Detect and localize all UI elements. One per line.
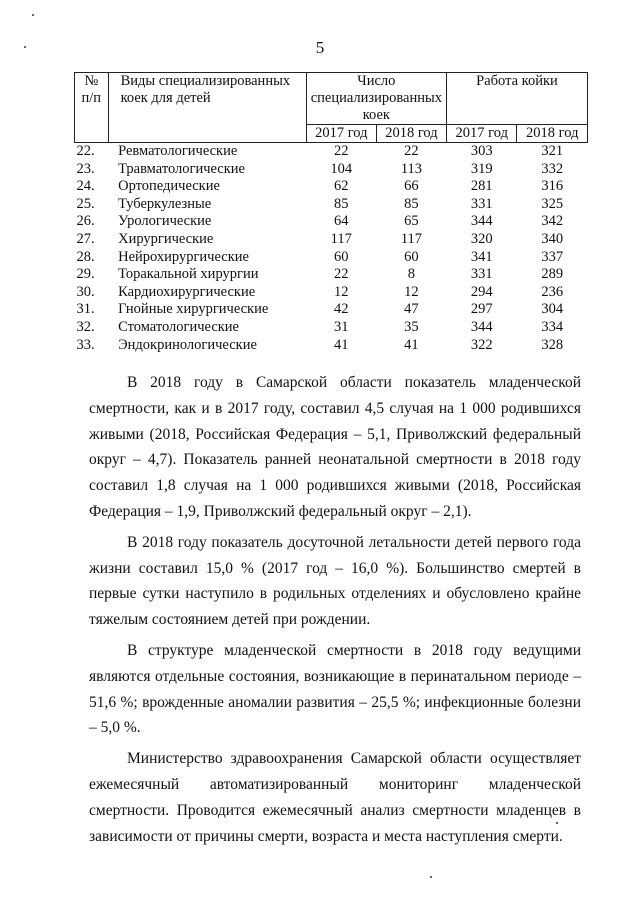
beds-2017-cell: 60 bbox=[334, 248, 349, 265]
paragraph: Министерство здравоохранения Самарской области осуществляет ежемесячный автоматизированный мониторинг младенческой смертности. Проводится ежемесячный анализ смертности младенцев в зависимости от причины смерти, возраста и места наступления смерти. bbox=[89, 750, 581, 845]
row-number-cell: 31. bbox=[76, 301, 95, 318]
work-2017-cell: 344 bbox=[470, 213, 493, 230]
table-body bbox=[75, 143, 588, 355]
row-number-cell: 29. bbox=[76, 266, 95, 283]
beds-2017-cell: 64 bbox=[334, 213, 349, 230]
row-number-cell: 30. bbox=[76, 283, 95, 300]
beds-2017-cell: 42 bbox=[334, 301, 349, 318]
work-2017-cell: 297 bbox=[470, 301, 493, 318]
work-2018-cell: 325 bbox=[541, 195, 564, 212]
bed-type-cell: Нейрохирургические bbox=[118, 248, 249, 265]
beds-2018-cell: 35 bbox=[404, 318, 419, 335]
beds-2017-cell: 104 bbox=[330, 160, 353, 177]
table-header-row bbox=[75, 73, 588, 125]
scan-speck bbox=[556, 822, 558, 824]
work-2018-cell: 332 bbox=[541, 160, 564, 177]
work-2017-cell: 281 bbox=[470, 178, 493, 195]
work-2018-cell: 334 bbox=[541, 318, 564, 335]
work-2017-cell: 303 bbox=[470, 143, 493, 159]
beds-2017-cell: 31 bbox=[334, 318, 349, 335]
bed-type-cell: Травматологические bbox=[118, 160, 245, 177]
row-number-cell: 26. bbox=[76, 213, 95, 230]
beds-2018-cell: 60 bbox=[404, 248, 419, 265]
row-number-cell: 28. bbox=[76, 248, 95, 265]
work-2018-cell: 342 bbox=[541, 213, 564, 230]
beds-2018-cell: 65 bbox=[404, 213, 419, 230]
beds-2018-cell: 8 bbox=[407, 266, 416, 283]
header-year: 2018 год bbox=[376, 125, 446, 143]
bed-type-cell: Туберкулезные bbox=[118, 195, 212, 212]
row-number-cell: 32. bbox=[76, 318, 95, 335]
beds-2018-cell: 22 bbox=[404, 143, 419, 159]
header-bed-work: Работа койки bbox=[447, 73, 588, 125]
header-bed-count: Число специализированных коек bbox=[306, 73, 446, 125]
beds-2018-cell: 117 bbox=[400, 230, 423, 247]
work-2017-cell: 319 bbox=[470, 160, 493, 177]
beds-table bbox=[74, 72, 588, 354]
paragraph: В 2018 году показатель досуточной летальности детей первого года жизни составил 15,0 % (2017 год – 16,0 %). Большинство смертей в первые сутки наступило в родильных отделениях и обусловлено крайне тяжелым состоянием детей при рождении. bbox=[89, 533, 581, 629]
header-num: № п/п bbox=[75, 73, 109, 143]
work-2017-cell: 344 bbox=[470, 318, 493, 335]
beds-2017-cell: 22 bbox=[334, 266, 349, 283]
bed-type-cell: Торакальной хирургии bbox=[118, 266, 259, 283]
beds-2017-cell: 12 bbox=[334, 283, 349, 300]
table-row bbox=[75, 266, 588, 284]
beds-2018-cell: 113 bbox=[400, 160, 423, 177]
bed-type-cell: Ортопедические bbox=[118, 178, 220, 195]
work-2018-cell: 337 bbox=[541, 248, 564, 265]
page-number: 5 bbox=[315, 38, 325, 57]
bed-type-cell: Хирургические bbox=[118, 230, 214, 247]
row-number-cell: 27. bbox=[76, 230, 95, 247]
header-year: 2017 год bbox=[306, 125, 376, 143]
beds-2018-cell: 47 bbox=[404, 301, 419, 318]
work-2018-cell: 289 bbox=[541, 266, 564, 283]
beds-2017-cell: 41 bbox=[334, 336, 349, 353]
work-2017-cell: 320 bbox=[470, 230, 493, 247]
scan-speck bbox=[430, 876, 432, 878]
work-2017-cell: 341 bbox=[470, 248, 493, 265]
header-year: 2018 год bbox=[517, 125, 588, 143]
row-number-cell: 23. bbox=[76, 160, 95, 177]
scan-speck bbox=[32, 14, 34, 16]
work-2018-cell: 304 bbox=[541, 301, 564, 318]
work-2018-cell: 316 bbox=[541, 178, 564, 195]
table-row bbox=[75, 319, 588, 337]
beds-2017-cell: 117 bbox=[330, 230, 352, 247]
table-row bbox=[75, 249, 588, 267]
beds-2017-cell: 85 bbox=[334, 195, 349, 212]
bed-type-cell: Гнойные хирургические bbox=[118, 301, 269, 318]
work-2017-cell: 322 bbox=[470, 336, 493, 353]
bed-type-cell: Стоматологические bbox=[118, 318, 239, 335]
work-2018-cell: 328 bbox=[541, 336, 564, 353]
beds-2018-cell: 85 bbox=[404, 195, 419, 212]
beds-2018-cell: 66 bbox=[404, 178, 419, 195]
work-2017-cell: 331 bbox=[470, 195, 493, 212]
table-row bbox=[75, 161, 588, 179]
table-row bbox=[75, 231, 588, 249]
beds-2017-cell: 22 bbox=[334, 143, 349, 159]
row-number-cell: 25. bbox=[76, 195, 95, 212]
table-row bbox=[75, 213, 588, 231]
work-2017-cell: 294 bbox=[470, 283, 493, 300]
table-row bbox=[75, 143, 588, 161]
work-2018-cell: 321 bbox=[541, 143, 564, 159]
table-row bbox=[75, 337, 588, 355]
paragraph: В структуре младенческой смертности в 2018 году ведущими являются отдельные состояния, возникающие в перинатальном периоде – 51,6 %; врожденные аномалии развития – 25,5 %; инфекционные болезни – 5,0 %. bbox=[89, 641, 581, 737]
work-2018-cell: 236 bbox=[541, 283, 564, 300]
beds-2017-cell: 62 bbox=[334, 178, 349, 195]
work-2018-cell: 340 bbox=[541, 230, 564, 247]
header-bed-type: Виды специализированных коек для детей bbox=[108, 73, 306, 143]
header-year: 2017 год bbox=[447, 125, 517, 143]
table-row bbox=[75, 284, 588, 302]
row-number-cell: 24. bbox=[76, 178, 95, 195]
row-number-cell: 33. bbox=[76, 336, 95, 353]
table-row bbox=[75, 301, 588, 319]
body-text bbox=[89, 370, 581, 854]
paragraph: В 2018 году в Самарской области показатель младенческой смертности, как и в 2017 году, составил 4,5 случая на 1 000 родившихся живыми (2018, Российская Федерация – 5,1, Приволжский федеральный округ – 4,7). Показатель ранней неонатальной смертности в 2018 году составил 1,8 случая на 1 000 родившихся живыми (2018, Российская Федерация – 1,9, Приволжский федеральный округ – 2,1). bbox=[89, 374, 581, 520]
beds-2018-cell: 12 bbox=[404, 283, 419, 300]
bed-type-cell: Кардиохирургические bbox=[118, 283, 256, 300]
table-row bbox=[75, 196, 588, 214]
beds-2018-cell: 41 bbox=[404, 336, 419, 353]
bed-type-cell: Ревматологические bbox=[118, 143, 238, 159]
bed-type-cell: Урологические bbox=[118, 213, 212, 230]
bed-type-cell: Эндокринологические bbox=[118, 336, 257, 353]
row-number-cell: 22. bbox=[76, 143, 95, 159]
work-2017-cell: 331 bbox=[470, 266, 493, 283]
table-row bbox=[75, 178, 588, 196]
